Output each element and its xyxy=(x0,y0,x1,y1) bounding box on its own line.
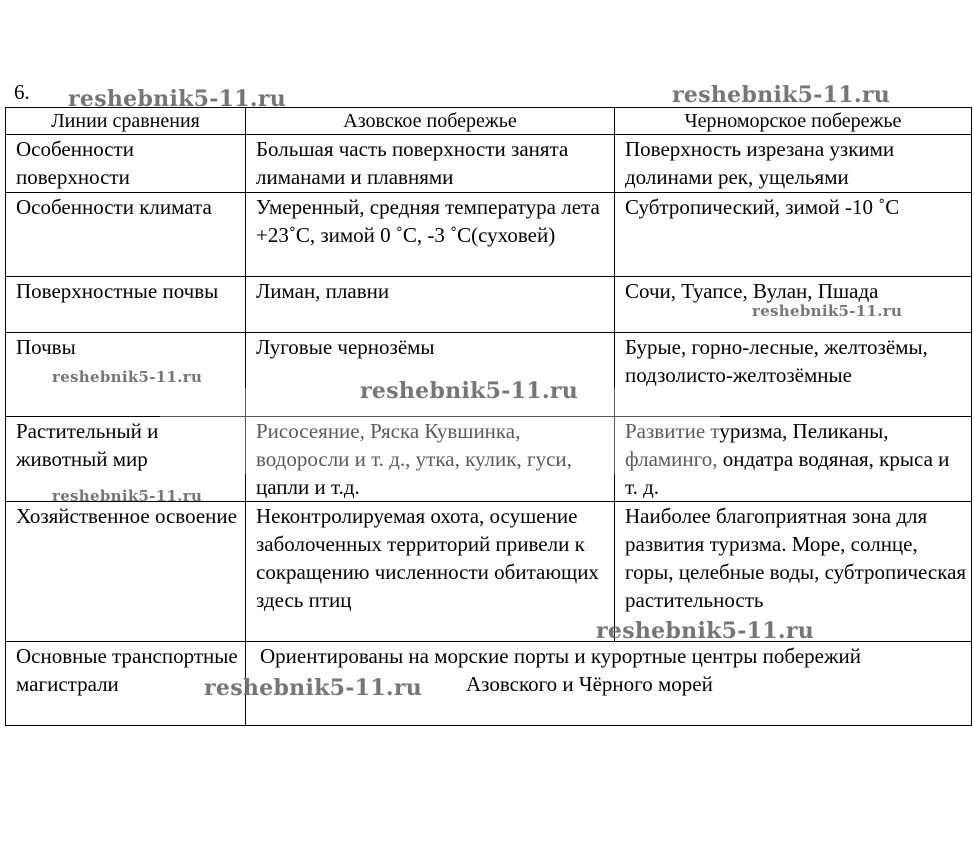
watermark: reshebnik5-11.ru xyxy=(68,86,287,112)
column-header-black-sea: Черноморское побережье xyxy=(615,108,972,135)
azov-cell: Большая часть поверхности занята лиманами и плавнями xyxy=(246,135,615,193)
table-row xyxy=(6,193,972,277)
row-label: Особенности поверхности xyxy=(6,135,246,193)
row-label: Хозяйственное освоение xyxy=(6,502,246,642)
black-sea-cell: Развитие туризма, Пеликаны, фламинго, ондатра водяная, крыса и т. д. xyxy=(615,417,972,502)
azov-cell: Луговые чернозёмы xyxy=(246,333,615,417)
task-number: 6. xyxy=(14,80,30,104)
table-row xyxy=(6,135,972,193)
row-label: Поверхностные почвы xyxy=(6,277,246,333)
watermark: reshebnik5-11.ru xyxy=(52,368,203,386)
watermark: reshebnik5-11.ru xyxy=(360,378,579,404)
row-label: Особенности климата xyxy=(6,193,246,277)
black-sea-cell: Субтропический, зимой -10 ˚С xyxy=(615,193,972,277)
black-sea-cell: Наиболее благоприятная зона для развития туризма. Море, солнце, горы, целебные воды, субтропическая растительность xyxy=(615,502,972,642)
comparison-table xyxy=(5,107,972,726)
row-label: Основные транспортные магистрали xyxy=(6,642,246,726)
watermark: reshebnik5-11.ru xyxy=(52,487,203,505)
row-label: Почвы xyxy=(6,333,246,417)
watermark: reshebnik5-11.ru xyxy=(752,302,903,320)
watermark: reshebnik5-11.ru xyxy=(596,618,815,644)
azov-cell: Умеренный, средняя температура лета +23˚С, зимой 0 ˚С, -3 ˚С(суховей) xyxy=(246,193,615,277)
transport-line-1: Ориентированы на морские порты и курортные центры побережий xyxy=(260,644,861,668)
column-header-criteria: Линии сравнения xyxy=(6,108,246,135)
azov-cell: Лиман, плавни xyxy=(246,277,615,333)
column-header-azov: Азовское побережье xyxy=(246,108,615,135)
watermark: reshebnik5-11.ru xyxy=(672,82,891,108)
black-sea-cell: Бурые, горно-лесные, желтозёмы, подзолисто-желтозёмные xyxy=(615,333,972,417)
table-row-transport xyxy=(6,642,972,726)
black-sea-cell: Сочи, Туапсе, Вулан, Пшада xyxy=(615,277,972,333)
table-row xyxy=(6,502,972,642)
azov-cell: Рисосеяние, Ряска Кувшинка, водоросли и т. д., утка, кулик, гуси, цапли и т.д. xyxy=(246,417,615,502)
azov-cell: Неконтролируемая охота, осушение заболоченных территорий привели к сокращению численности обитающих здесь птиц xyxy=(246,502,615,642)
transport-line-2: Азовского и Чёрного морей xyxy=(466,672,713,696)
black-sea-cell: Поверхность изрезана узкими долинами рек, ущельями xyxy=(615,135,972,193)
row-label: Растительный и животный мир xyxy=(6,417,246,502)
watermark: reshebnik5-11.ru xyxy=(204,675,423,701)
